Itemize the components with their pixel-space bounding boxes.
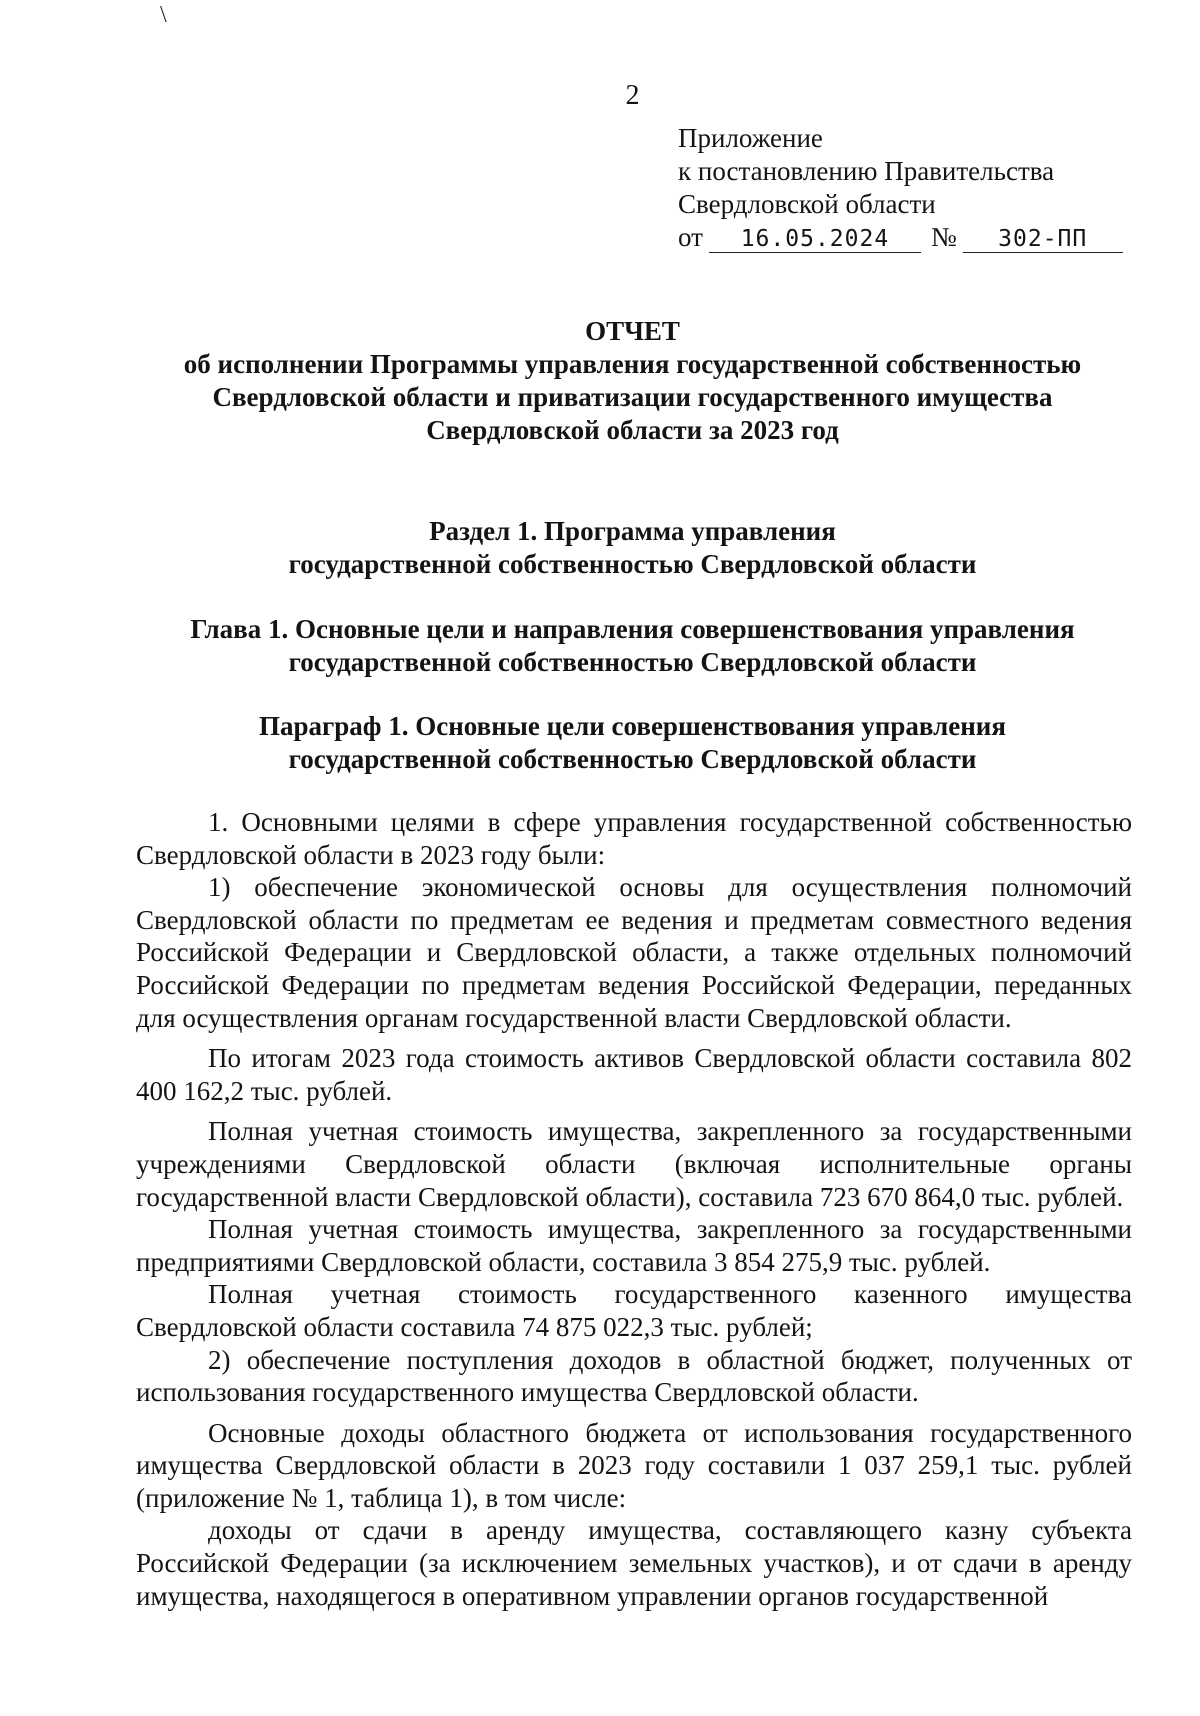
chapter-heading-line: Глава 1. Основные цели и направления совершенствования управления — [190, 614, 1075, 644]
report-title-line: Свердловской области за 2023 год — [426, 415, 839, 445]
chapter-heading — [120, 613, 1145, 679]
body-paragraph: 2) обеспечение поступления доходов в областной бюджет, полученных от использования государственного имущества Свердловской области. — [136, 1344, 1132, 1408]
body-paragraph: Полная учетная стоимость государственного казенного имущества Свердловской области составила 74 875 022,3 тыс. рублей; — [136, 1279, 1132, 1342]
appendix-line-title: Приложение — [678, 123, 823, 153]
body-paragraph: Основные доходы областного бюджета от использования государственного имущества Свердловской области в 2023 году составили 1 037 259,1 тыс. рублей (приложение № 1, таблица 1), в том числе: — [136, 1417, 1132, 1513]
chapter-heading-line: государственной собственностью Свердловской области — [288, 647, 977, 677]
resolution-date: 16.05.2024 — [709, 226, 921, 253]
report-title-line: Свердловской области и приватизации государственного имущества — [212, 382, 1053, 412]
body-paragraph: По итогам 2023 года стоимость активов Свердловской области составила 802 400 162,2 тыс. рублей. — [136, 1043, 1132, 1106]
appendix-date-number-line — [678, 221, 1123, 254]
resolution-number: 302-ПП — [963, 226, 1123, 253]
page-number: 2 — [625, 80, 640, 111]
body-paragraph: Полная учетная стоимость имущества, закрепленного за государственными предприятиями Свердловской области, составила 3 854 275,9 тыс. рублей. — [136, 1214, 1132, 1277]
report-title-line: об исполнении Программы управления государственной собственностью — [183, 349, 1082, 379]
section-heading-line: Раздел 1. Программа управления — [429, 516, 836, 546]
paragraph-heading-line: государственной собственностью Свердловской области — [288, 744, 977, 774]
appendix-line-region: Свердловской области — [678, 189, 936, 219]
section-heading-line: государственной собственностью Свердловской области — [288, 549, 977, 579]
section-heading — [120, 515, 1145, 581]
appendix-line-resolution: к постановлению Правительства — [678, 156, 1055, 186]
date-prefix: от — [678, 222, 703, 252]
corner-scan-mark: \ — [160, 2, 167, 28]
report-title-line: ОТЧЕТ — [585, 316, 680, 346]
body-paragraph: доходы от сдачи в аренду имущества, составляющего казну субъекта Российской Федерации (за исключением земельных участков), и от сдачи в аренду имущества, находящегося в оперативном управлении органов государственной — [136, 1515, 1132, 1611]
paragraph-heading-line: Параграф 1. Основные цели совершенствования управления — [259, 711, 1006, 741]
body-paragraph: 1) обеспечение экономической основы для осуществления полномочий Свердловской области по предметам ее ведения и предметам совместного ведения Российской Федерации и Свердловской области, а также отдельных полномочий Российской Федерации по предметам ведения Российской Федерации, переданных для осуществления органам государственной власти Свердловской области. — [136, 872, 1132, 1033]
paragraph-heading — [120, 710, 1145, 776]
appendix-block — [678, 122, 1123, 254]
body-paragraph: Полная учетная стоимость имущества, закрепленного за государственными учреждениями Свердловской области (включая исполнительные органы государственной власти Свердловской области), составила 723 670 864,0 тыс. рублей. — [136, 1116, 1132, 1212]
report-title — [120, 315, 1145, 447]
number-sign: № — [930, 222, 957, 252]
body-paragraph: 1. Основными целями в сфере управления государственной собственностью Свердловской области в 2023 году были: — [136, 807, 1132, 870]
body-text — [136, 806, 1132, 1612]
